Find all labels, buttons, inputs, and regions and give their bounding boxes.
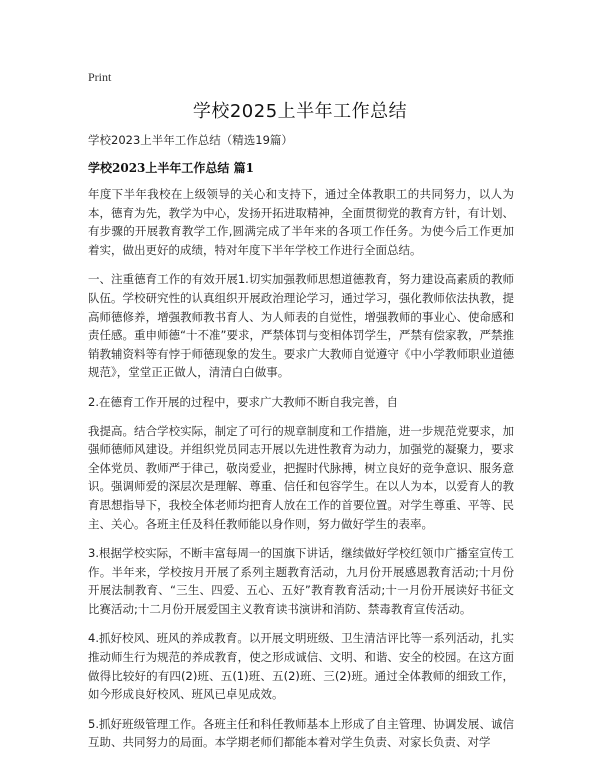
paragraph-4: 我提高。结合学校实际，制定了可行的规章制度和工作措施，进一步规范党要求，加强师德师风建设。并组织党员同志开展以先进性教育为动力，加强党的凝聚力，要求全体党员、教师严于律己，敬岗爱业，把握时代脉搏，树立良好的竞争意识、服务意识。强调师爱的深层次是理解、尊重、信任和包容学生。在以人为本，以爱育人的教育思想指导下，我校全体老师均把育人放在工作的首要位置。对学生尊重、平等、民主、关心。各班主任及科任教师能以身作则，努力做好学生的表率。 (88, 423, 514, 531)
paragraph-6: 4.抓好校风、班风的养成教育。以开展文明班级、卫生清洁评比等一系列活动，扎实推动师生行为规范的养成教育，使之形成诚信、文明、和谐、安全的校园。在这方面做得比较好的有四(2)班、五(1)班、五(2)班、三(2)班。通过全体教师的细致工作，如今形成良好校风、班风已卓见成效。 (88, 631, 514, 702)
paragraph-1: 年度下半年我校在上级领导的关心和支持下，通过全体教职工的共同努力，以人为本，德育为先，教学为中心，发扬开拓进取精神，全面贯彻党的教育方针，有计划、有步骤的开展教育教学工作,圆满完成了半年来的各项工作任务。为使今后工作更加着实，做出更好的成绩，特对年度下半年学校工作进行全面总结。 (88, 187, 514, 257)
paragraph-2: 一、注重德育工作的有效开展1.切实加强教师思想道德教育，努力建设高素质的教师队伍。学校研究性的认真组织开展政治理论学习，通过学习，强化教师依法执教，提高师德修养，增强教师教书育人、为人师表的自觉性，增强教师的事业心、使命感和责任感。重申师德“十不准”要求，严禁体罚与变相体罚学生，严禁有偿家教，严禁推销教辅资料等有悖于师德现象的发生。要求广大教师自觉遵守《中小学教师职业道德规范》，堂堂正正做人，清清白白做事。 (88, 272, 514, 380)
paragraph-5: 3.根据学校实际，不断丰富每周一的国旗下讲话，继续做好学校红领巾广播室宣传工作。半年来，学校按月开展了系列主题教育活动，九月份开展感恩教育活动;十月份开展法制教育、“三生、四爱、五心、五好”教育教育活动;十一月份开展读好书征文比赛活动;十二月份开展爱国主义教育读书演讲和消防、禁毒教育宣传活动。 (88, 546, 514, 616)
print-link[interactable]: Print (88, 70, 112, 84)
paragraph-3: 2.在德育工作开展的过程中，要求广大教师不断自我完善，自 (88, 394, 398, 409)
section-heading: 学校2023上半年工作总结 篇1 (88, 161, 254, 175)
document-body (88, 185, 514, 763)
paragraph-7: 5.抓好班级管理工作。各班主任和科任教师基本上形成了自主管理、协调发展、诚信互助、共同努力的局面。本学期老师们都能本着对学生负责、对家长负责、对学 (88, 716, 514, 750)
page-title: 学校2025上半年工作总结 (192, 101, 408, 122)
document-subtitle: 学校2023上半年工作总结（精选19篇） (88, 133, 293, 147)
